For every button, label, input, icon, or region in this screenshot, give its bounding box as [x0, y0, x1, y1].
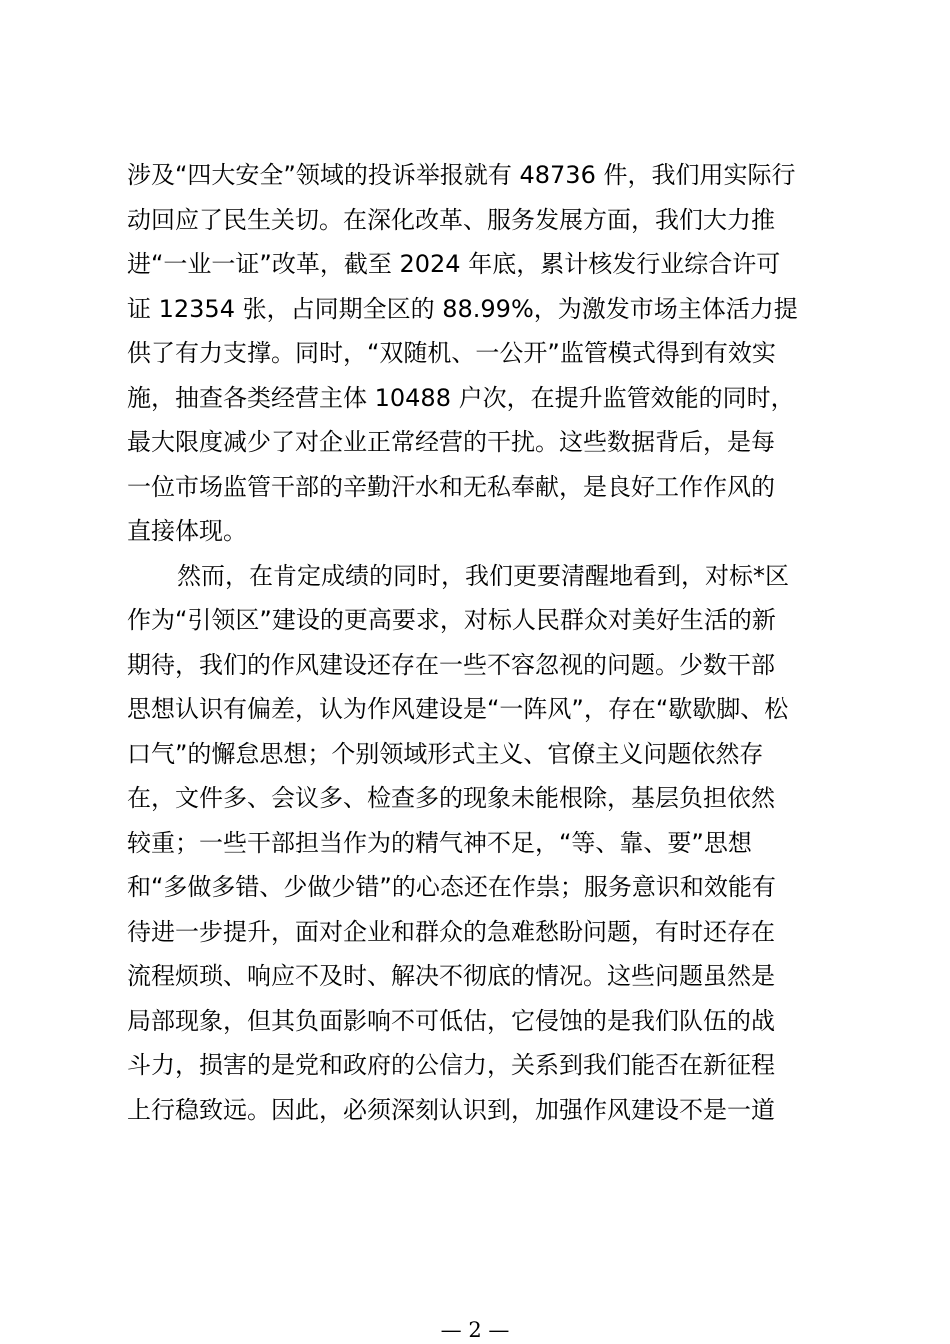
text-line: 一位市场监管干部的辛勤汗水和无私奉献，是良好工作作风的: [127, 472, 775, 501]
text-line: 流程烦琐、响应不及时、解决不彻底的情况。这些问题虽然是: [127, 962, 775, 990]
text-line: 较重；一些干部担当作为的精气神不足，“等、靠、要”思想: [127, 828, 752, 857]
text-line: 上行稳致远。因此，必须深刻认识到，加强作风建设不是一道: [127, 1095, 775, 1124]
text-line: 和“多做多错、少做少错”的心态还在作祟；服务意识和效能有: [127, 873, 776, 901]
text-line: 进“一业一证”改革，截至 2024 年底，累计核发行业综合许可: [127, 250, 781, 278]
paragraph-2: [127, 554, 833, 1133]
text-line: 最大限度减少了对企业正常经营的干扰。这些数据背后，是每: [127, 428, 775, 456]
text-line: 直接体现。: [127, 517, 247, 545]
text-line: 口气”的懈怠思想；个别领域形式主义、官僚主义问题依然存: [127, 739, 764, 768]
text-line: 然而，在肯定成绩的同时，我们更要清醒地看到，对标*区: [177, 561, 789, 590]
text-line: 待进一步提升，面对企业和群众的急难愁盼问题，有时还存在: [127, 917, 775, 946]
text-line: 思想认识有偏差，认为作风建设是“一阵风”，存在“歇歇脚、松: [127, 695, 789, 723]
text-line: 动回应了民生关切。在深化改革、服务发展方面，我们大力推: [127, 205, 775, 234]
document-body: [127, 153, 833, 1132]
paragraph-1: [127, 153, 833, 554]
text-line: 作为“引领区”建设的更高要求，对标人民群众对美好生活的新: [127, 606, 776, 634]
text-line: 期待，我们的作风建设还存在一些不容忽视的问题。少数干部: [127, 650, 775, 679]
text-line: 证 12354 张，占同期全区的 88.99%，为激发市场主体活力提: [127, 294, 798, 323]
text-line: 局部现象，但其负面影响不可低估，它侵蚀的是我们队伍的战: [127, 1006, 775, 1035]
text-line: 斗力，损害的是党和政府的公信力，关系到我们能否在新征程: [127, 1051, 775, 1079]
text-line: 施，抽查各类经营主体 10488 户次，在提升监管效能的同时，: [127, 383, 795, 412]
text-line: 供了有力支撑。同时，“双随机、一公开”监管模式得到有效实: [127, 339, 776, 367]
text-line: 在，文件多、会议多、检查多的现象未能根除，基层负担依然: [127, 784, 775, 812]
page-number: — 2 —: [440, 1318, 510, 1342]
text-line: 涉及“四大安全”领域的投诉举报就有 48736 件，我们用实际行: [127, 161, 796, 189]
